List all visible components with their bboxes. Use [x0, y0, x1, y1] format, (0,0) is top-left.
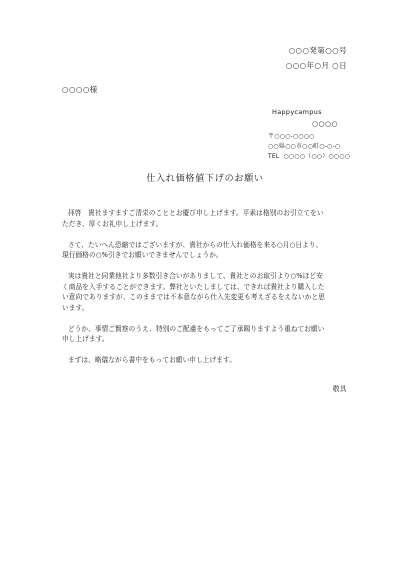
sender-address: ○○県○○市○○町○-○-○ [268, 143, 341, 150]
body-line: 実は貴社と同業他社より多数引き合いがありまして、貴社とのお取引より○%ほど安 [67, 272, 323, 280]
body-line: 拝啓 貴社ますますご清栄のこととお慶び申し上げます。平素は格別のお引立てをい [67, 209, 324, 217]
body-line: く商品を入手することができます。弊社といたしましては、できれば貴社より購入した [62, 282, 325, 291]
body-paragraph [62, 208, 354, 229]
body-line: 申し上げます。 [62, 335, 109, 343]
body-line: い意向でありますが、このままでは不本意ながら仕入先変更も考えざるをえないかと思 [62, 293, 326, 301]
letter-subject: 仕入れ価格値下げのお願い [146, 174, 264, 184]
sign-off: 敬具 [332, 385, 347, 393]
body-line: どうか、事情ご賢察のうえ、特別のご配慮をもってご了承賜りますよう重ねてお願い [67, 324, 325, 333]
tel-label: TEL [268, 153, 280, 160]
sender-company: Happycampus [272, 108, 322, 116]
body-paragraph [62, 240, 354, 261]
document-number: ○○○発第○○号 [288, 46, 347, 55]
body-line: います。 [62, 303, 89, 312]
sender-name: ○○○○ [312, 120, 339, 128]
body-paragraph [62, 271, 354, 313]
recipient-name: ○○○○様 [62, 85, 98, 94]
sender-telephone [268, 151, 350, 160]
body-line: ただき、厚くお礼申し上げます。 [62, 219, 163, 228]
body-paragraph [62, 324, 354, 345]
body-line: 現行価格の○%引きでお願いできませんでしょうか。 [62, 251, 223, 259]
document-date: ○○○年○月 ○日 [285, 61, 347, 70]
letter-body [62, 208, 354, 366]
sender-zip-code: 〒○○○-○○○○ [268, 133, 315, 140]
tel-value: ○○○○（○○）○○○○ [283, 153, 351, 160]
closing-line: まずは、略儀ながら書中をもってお願い申し上げます。 [67, 356, 237, 364]
body-line: さて、たいへん恐縮ではございますが、貴社からの仕入れ価格を来る○月○日より、 [67, 240, 323, 249]
